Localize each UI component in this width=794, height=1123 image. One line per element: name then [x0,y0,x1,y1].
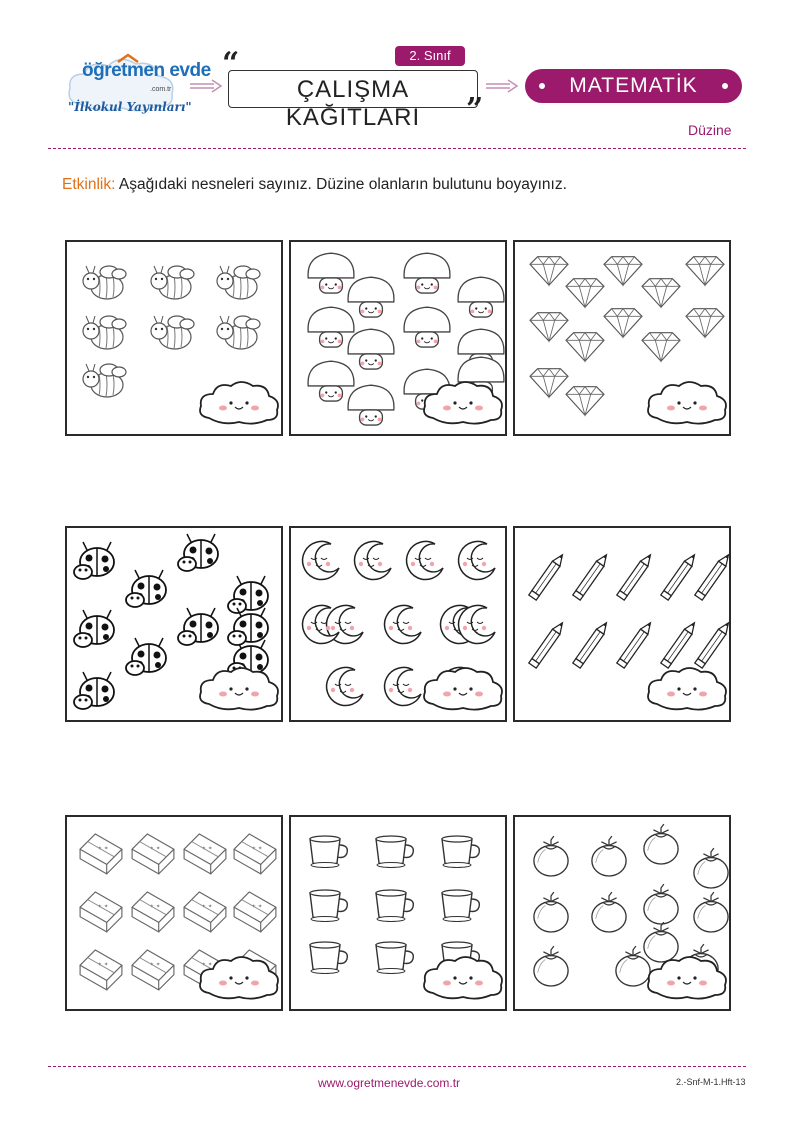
tomato-icon [534,892,568,932]
logo-subtitle: "İlkokul Yayınları" [68,100,192,114]
mushroom-icon [308,361,354,401]
footer-url: www.ogretmenevde.com.tr [318,1076,461,1090]
pencil-group [515,528,729,720]
cloud-icon[interactable] [648,382,726,424]
cloud-icon[interactable] [648,668,726,710]
activity-box-ladybug [65,526,283,722]
topic-label: Düzine [688,122,732,138]
cup-group [291,817,505,1009]
tomato-icon [694,848,728,888]
instruction [62,176,567,194]
pencil-icon [617,552,654,600]
diamond-group [515,242,729,434]
cup-icon [376,836,413,868]
instruction-label: Etkinlik: [62,176,116,193]
moon-icon [459,605,495,643]
eraser-group [67,817,281,1009]
activity-box-pencil [513,526,731,722]
tomato-group [515,817,729,1009]
bullet-dot-icon [722,83,728,89]
footer-code: 2.-Snf-M-1.Hft-13 [676,1077,746,1087]
subject-badge [525,69,742,103]
instruction-text: Aşağıdaki nesneleri sayınız. Düzine olanların bulutunu boyayınız. [115,176,567,193]
tomato-icon [644,922,678,962]
mushroom-icon [348,277,394,317]
mushroom-icon [348,385,394,425]
cup-icon [310,836,347,868]
tomato-icon [534,836,568,876]
tomato-icon [644,884,678,924]
pencil-icon [529,620,566,668]
svg-text:✦ ✦: ✦ ✦ [149,904,161,911]
page-title: ÇALIŞMA KAĞITLARI [285,76,421,131]
moon-group [291,528,505,720]
bee-icon [151,316,194,349]
diamond-icon [566,279,604,308]
tomato-icon [534,946,568,986]
cloud-icon[interactable] [200,668,278,710]
mushroom-icon [308,253,354,293]
svg-text:✦ ✦: ✦ ✦ [97,962,109,969]
activity-box-tomato [513,815,731,1011]
cup-icon [442,836,479,868]
pencil-icon [661,620,698,668]
diamond-icon [566,387,604,416]
svg-text:✦ ✦: ✦ ✦ [149,846,161,853]
diamond-icon [686,257,724,286]
ladybug-icon [74,610,114,647]
cup-icon [310,890,347,922]
pencil-icon [661,552,698,600]
svg-text:✦ ✦: ✦ ✦ [251,904,263,911]
eraser-icon [80,892,122,932]
pencil-icon [695,552,729,600]
cloud-icon[interactable] [648,957,726,999]
bee-icon [217,266,260,299]
diamond-icon [530,257,568,286]
logo-brand-text: öğretmen evde [82,60,211,81]
diamond-icon [686,309,724,338]
close-quote: ” [466,92,484,127]
bee-icon [151,266,194,299]
tomato-icon [592,836,626,876]
pencil-icon [573,552,610,600]
diamond-icon [530,313,568,342]
activity-box-mushroom [289,240,507,436]
pencil-icon [573,620,610,668]
cloud-icon[interactable] [424,957,502,999]
diamond-icon [530,369,568,398]
eraser-icon [80,950,122,990]
activity-box-cup [289,815,507,1011]
svg-text:✦ ✦: ✦ ✦ [97,904,109,911]
diamond-icon [604,257,642,286]
bee-group [67,242,281,434]
diamond-icon [566,333,604,362]
ladybug-icon [74,542,114,579]
eraser-icon [132,892,174,932]
cup-icon [442,890,479,922]
ladybug-icon [228,576,268,613]
moon-icon [355,541,391,579]
moon-icon [385,605,421,643]
moon-icon [327,667,363,705]
ladybug-group [67,528,281,720]
svg-text:✦ ✦: ✦ ✦ [201,846,213,853]
diamond-icon [604,309,642,338]
mushroom-icon [308,307,354,347]
tomato-icon [592,892,626,932]
eraser-icon [234,892,276,932]
diamond-icon [642,279,680,308]
bee-icon [83,316,126,349]
cup-icon [376,942,413,974]
mushroom-icon [458,277,504,317]
cup-icon [376,890,413,922]
eraser-icon [132,950,174,990]
ladybug-icon [74,672,114,709]
logo-domain-text: .com.tr [150,86,172,93]
eraser-icon [184,834,226,874]
diamond-icon [642,333,680,362]
bee-icon [83,364,126,397]
pencil-icon [617,620,654,668]
svg-text:✦ ✦: ✦ ✦ [97,846,109,853]
moon-icon [303,541,339,579]
moon-icon [407,541,443,579]
pencil-icon [529,552,566,600]
ladybug-icon [126,638,166,675]
header-divider [48,148,746,149]
moon-icon [385,667,421,705]
bullet-dot-icon [539,83,545,89]
open-quote: “ [222,46,240,81]
activity-box-diamond [513,240,731,436]
grade-badge: 2. Sınıf [395,46,465,66]
eraser-icon [234,834,276,874]
eraser-icon [132,834,174,874]
cloud-icon[interactable] [200,382,278,424]
cloud-icon[interactable] [424,668,502,710]
mushroom-icon [404,307,450,347]
eraser-icon [184,892,226,932]
eraser-icon [80,834,122,874]
moon-icon [459,541,495,579]
mushroom-icon [348,329,394,369]
tomato-icon [694,892,728,932]
arrow-right-icon [484,78,520,94]
subject-label: MATEMATİK [569,74,698,97]
ladybug-icon [178,608,218,645]
svg-text:✦ ✦: ✦ ✦ [201,962,213,969]
bee-icon [217,316,260,349]
ladybug-icon [126,570,166,607]
bee-icon [83,266,126,299]
activity-box-moon [289,526,507,722]
pencil-icon [695,620,729,668]
svg-text:✦ ✦: ✦ ✦ [251,846,263,853]
activity-box-bee [65,240,283,436]
tomato-icon [644,824,678,864]
cup-icon [310,942,347,974]
footer-divider [48,1066,746,1067]
svg-text:✦ ✦: ✦ ✦ [149,962,161,969]
activity-box-eraser [65,815,283,1011]
arrow-right-icon [188,78,224,94]
ladybug-icon [178,534,218,571]
svg-text:✦ ✦: ✦ ✦ [201,904,213,911]
mushroom-group [291,242,505,434]
mushroom-icon [404,253,450,293]
